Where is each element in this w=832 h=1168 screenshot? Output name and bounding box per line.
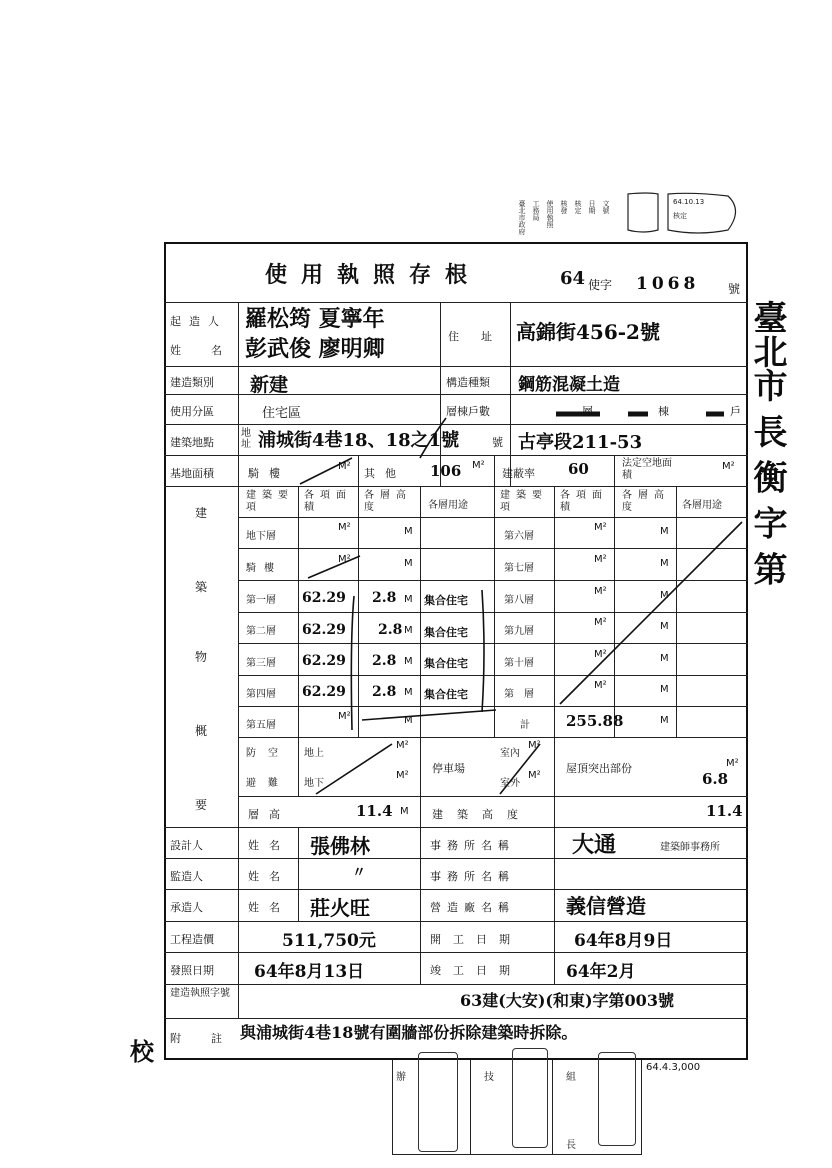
air-raid-label: 防空 bbox=[246, 748, 290, 759]
col-area-header: 各項面積 bbox=[304, 490, 352, 513]
seal-stamp-2 bbox=[512, 1048, 548, 1148]
m2-unit: M² bbox=[594, 617, 607, 628]
svg-text:核定: 核定 bbox=[574, 200, 582, 214]
permit-no-value: 63建(大安)(和東)字第003號 bbox=[460, 991, 674, 1010]
shelter-label: 避難 bbox=[246, 778, 290, 789]
firm-value: 義信營造 bbox=[566, 894, 646, 918]
col-item-header: 建築要項 bbox=[246, 490, 294, 513]
total-value: 255.88 bbox=[566, 712, 624, 730]
indoor-label: 室內 bbox=[500, 748, 520, 759]
cost-label: 工程造價 bbox=[170, 933, 214, 946]
col-item-header-2: 建築要項 bbox=[500, 490, 548, 513]
supervisor-office-label: 事務所名稱 bbox=[430, 870, 515, 883]
bldg-section-char-3: 物 bbox=[195, 650, 208, 664]
floor-name: 騎樓 bbox=[246, 563, 282, 574]
m2-unit: M² bbox=[396, 770, 409, 781]
storey-height-label: 層高 bbox=[248, 808, 290, 821]
upper-floor-name: 第七層 bbox=[504, 563, 534, 574]
floor-name: 地下層 bbox=[246, 531, 276, 542]
m2-unit: M² bbox=[338, 522, 351, 533]
m-unit: M bbox=[660, 621, 669, 632]
other-area-value: 106 bbox=[430, 462, 462, 480]
other-unit: M² bbox=[472, 460, 485, 471]
below-label: 地下 bbox=[304, 778, 324, 789]
floor-height: 2.8 bbox=[372, 653, 397, 669]
form-title: 使用執照存根 bbox=[265, 262, 482, 288]
floor-height: 2.8 bbox=[378, 622, 403, 638]
col-use-header: 各層用途 bbox=[428, 500, 468, 511]
category-label: 建造類別 bbox=[170, 376, 214, 389]
issue-date-value: 64年8月13日 bbox=[254, 962, 365, 982]
floor-name: 第五層 bbox=[246, 720, 276, 731]
col-area-header-2: 各項面積 bbox=[560, 490, 608, 513]
permit-year: 64 bbox=[560, 268, 586, 289]
col-height-header-2: 各層高度 bbox=[622, 490, 670, 513]
category-value: 新建 bbox=[250, 374, 289, 396]
floor-name: 第四層 bbox=[246, 689, 276, 700]
floor-area: 62.29 bbox=[302, 590, 346, 606]
m-unit: M bbox=[404, 594, 413, 605]
m2-unit: M² bbox=[594, 680, 607, 691]
total-label: 計 bbox=[520, 720, 530, 731]
bldg-section-char-4: 概 bbox=[195, 724, 208, 738]
firm-label: 營造廠名稱 bbox=[430, 901, 515, 914]
m2-unit: M² bbox=[396, 740, 409, 751]
floor-height: 2.8 bbox=[372, 684, 397, 700]
coverage-value: 60 bbox=[568, 460, 589, 478]
svg-text:64.10.13: 64.10.13 bbox=[673, 198, 705, 206]
floor-use: 集合住宅 bbox=[424, 688, 468, 701]
floors-units-label: 層棟戶數 bbox=[446, 405, 490, 418]
m-unit: M bbox=[660, 558, 669, 569]
note-label: 附註 bbox=[170, 1032, 252, 1045]
issue-date-label: 發照日期 bbox=[170, 964, 214, 977]
m2-unit: M² bbox=[594, 554, 607, 565]
ridge-unit-label: 棟 bbox=[658, 405, 669, 418]
floor-name: 第一層 bbox=[246, 595, 276, 606]
address-value: 高錦街456-2號 bbox=[516, 320, 660, 344]
col-height-header: 各層高度 bbox=[364, 490, 412, 513]
supervisor-name-label: 姓名 bbox=[248, 870, 290, 883]
finish-label: 竣工日期 bbox=[430, 964, 522, 977]
builder-name-label: 姓名 bbox=[170, 344, 252, 357]
floor-use: 集合住宅 bbox=[424, 657, 468, 670]
base-area-label: 基地面積 bbox=[170, 467, 214, 480]
designer-value: 張佛林 bbox=[310, 834, 370, 858]
m-unit: M bbox=[404, 687, 413, 698]
parking-label: 停車場 bbox=[432, 762, 465, 775]
designer-name-label: 姓名 bbox=[248, 839, 290, 852]
upper-floor-name: 第九層 bbox=[504, 626, 534, 637]
zoning-value: 住宅區 bbox=[262, 406, 302, 421]
permit-no-label: 建造執照字號 bbox=[170, 988, 230, 999]
cost-value: 511,750元 bbox=[282, 931, 376, 951]
contractor-label: 承造人 bbox=[170, 901, 203, 914]
office-value: 大通 bbox=[572, 832, 617, 858]
start-label: 開工日期 bbox=[430, 933, 522, 946]
bldg-height-value: 11.4 bbox=[706, 802, 743, 820]
builder-names: 羅松筠 夏寧年 彭武俊 廖明卿 bbox=[245, 306, 385, 362]
site-label: 建築地點 bbox=[170, 436, 214, 449]
col-use-header-2: 各層用途 bbox=[682, 500, 722, 511]
above-label: 地上 bbox=[304, 748, 324, 759]
floor-area: 62.29 bbox=[302, 622, 346, 638]
note-value: 與浦城街4巷18號有圍牆部份拆除建築時拆除。 bbox=[240, 1023, 578, 1042]
lot-value: 古亭段211-53 bbox=[518, 432, 643, 453]
upper-floor-name: 第十層 bbox=[504, 658, 534, 669]
svg-text:使用執照: 使用執照 bbox=[546, 200, 554, 228]
address-label: 住址 bbox=[448, 330, 514, 343]
svg-text:文號: 文號 bbox=[602, 200, 610, 214]
m-unit: M bbox=[404, 715, 413, 726]
left-margin-mark: 校 bbox=[130, 1037, 154, 1066]
upper-floor-name: 第六層 bbox=[504, 531, 534, 542]
bldg-section-char-1: 建 bbox=[195, 506, 208, 520]
seal-stamp-1 bbox=[418, 1052, 458, 1152]
site-sub-label: 地址 bbox=[241, 428, 251, 450]
floor-area: 62.29 bbox=[302, 653, 346, 669]
office-label: 事務所名稱 bbox=[430, 839, 515, 852]
svg-text:核發: 核發 bbox=[560, 200, 568, 214]
upper-floor-name: 第八層 bbox=[504, 595, 534, 606]
m-unit: M bbox=[660, 715, 669, 726]
floor-name: 第二層 bbox=[246, 626, 276, 637]
m2-unit: M² bbox=[528, 770, 541, 781]
m2-unit: M² bbox=[594, 586, 607, 597]
bldg-height-label: 建築高度 bbox=[432, 808, 532, 821]
m2-unit: M² bbox=[726, 758, 739, 769]
site-value: 浦城街4巷18、18之1號 bbox=[258, 430, 460, 451]
m-unit: M bbox=[660, 526, 669, 537]
seal-stamp-3 bbox=[598, 1052, 636, 1146]
structure-label: 構造種類 bbox=[446, 376, 490, 389]
structure-value: 鋼筋混凝土造 bbox=[518, 375, 620, 395]
floor-area: 62.29 bbox=[302, 684, 346, 700]
roof-height-value: 6.8 bbox=[702, 770, 729, 788]
footer-label-4: 長 bbox=[566, 1140, 576, 1151]
contractor-name-label: 姓名 bbox=[248, 901, 290, 914]
svg-text:臺北市政府: 臺北市政府 bbox=[518, 200, 526, 235]
storey-height-value: 11.4 bbox=[356, 802, 393, 820]
svg-text:日期: 日期 bbox=[588, 200, 596, 214]
start-value: 64年8月9日 bbox=[574, 931, 673, 951]
floor-use: 集合住宅 bbox=[424, 594, 468, 607]
coverage-label: 建蔽率 bbox=[502, 467, 535, 480]
designer-label: 設計人 bbox=[170, 839, 203, 852]
floor-name: 第三層 bbox=[246, 658, 276, 669]
supervisor-label: 監造人 bbox=[170, 870, 203, 883]
permit-suffix: 號 bbox=[728, 282, 741, 296]
floor-unit-label: 層 bbox=[582, 405, 593, 418]
m-unit: M bbox=[404, 656, 413, 667]
office-suffix: 建築師事務所 bbox=[660, 842, 720, 853]
legal-open-unit: M² bbox=[722, 461, 735, 472]
floor-height: 2.8 bbox=[372, 590, 397, 606]
svg-text:工務局: 工務局 bbox=[532, 200, 540, 221]
legal-open-label: 法定空地面積 bbox=[622, 458, 672, 481]
upper-floor-name: 第 層 bbox=[504, 689, 534, 700]
finish-value: 64年2月 bbox=[566, 962, 636, 982]
m-unit: M bbox=[404, 526, 413, 537]
m2-unit: M² bbox=[338, 711, 351, 722]
contractor-value: 莊火旺 bbox=[310, 896, 370, 920]
roof-label: 屋頂突出部份 bbox=[566, 762, 632, 775]
m-unit: M bbox=[660, 653, 669, 664]
m2-unit: M² bbox=[338, 554, 351, 565]
other-label: 其他 bbox=[364, 467, 406, 480]
right-side-text: 臺北市 長 衡 字 第 bbox=[747, 300, 787, 586]
arcade-unit: M² bbox=[338, 461, 351, 472]
footer-label-1: 辦 bbox=[396, 1072, 406, 1083]
floor-use: 集合住宅 bbox=[424, 626, 468, 639]
print-code: 64.4.3,000 bbox=[646, 1062, 701, 1073]
permit-char: 使字 bbox=[588, 278, 613, 292]
m-unit: M bbox=[400, 806, 409, 817]
permit-number: 1068 bbox=[636, 274, 700, 294]
m-unit: M bbox=[404, 558, 413, 569]
zoning-label: 使用分區 bbox=[170, 405, 214, 418]
footer-label-3: 組 bbox=[566, 1072, 576, 1083]
supervisor-value: 〃 bbox=[352, 865, 366, 881]
lot-label: 號 bbox=[492, 436, 503, 449]
bldg-section-char-5: 要 bbox=[195, 798, 208, 812]
svg-text:核定: 核定 bbox=[673, 212, 687, 220]
bldg-section-char-2: 築 bbox=[195, 580, 208, 594]
arcade-label: 騎樓 bbox=[248, 467, 290, 480]
m2-unit: M² bbox=[594, 522, 607, 533]
m2-unit: M² bbox=[528, 740, 541, 751]
footer-label-2: 技 bbox=[484, 1072, 494, 1083]
m2-unit: M² bbox=[594, 649, 607, 660]
household-unit-label: 戶 bbox=[730, 405, 741, 418]
builder-label: 起造人 bbox=[170, 315, 227, 328]
outdoor-label: 室外 bbox=[500, 778, 520, 789]
m-unit: M bbox=[660, 590, 669, 601]
m-unit: M bbox=[660, 684, 669, 695]
m-unit: M bbox=[404, 625, 413, 636]
